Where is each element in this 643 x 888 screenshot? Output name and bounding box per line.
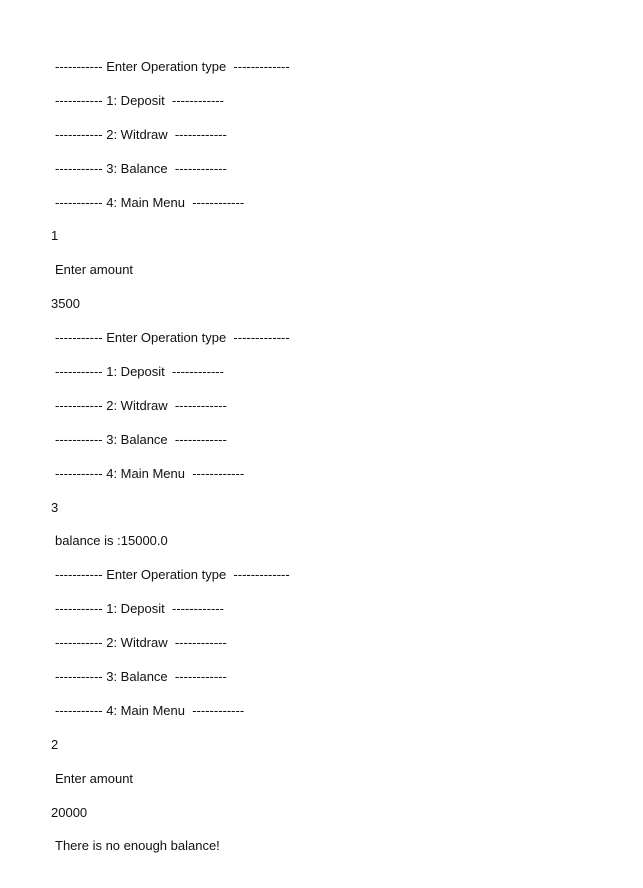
message-line: Enter amount	[55, 770, 134, 786]
menu-line: ----------- 3: Balance ------------	[55, 431, 227, 447]
menu-line: ----------- 3: Balance ------------	[55, 669, 227, 685]
menu-line: ----------- Enter Operation type -------------	[55, 567, 290, 583]
menu-line: ----------- 4: Main Menu ------------	[55, 465, 245, 481]
menu-line: ----------- 2: Witdraw ------------	[55, 397, 227, 413]
menu-line: ----------- 4: Main Menu ------------	[55, 194, 245, 210]
user-input-line: 2	[51, 736, 59, 752]
menu-line: ----------- 4: Main Menu ------------	[55, 702, 245, 718]
menu-line: ----------- 1: Deposit ------------	[55, 601, 224, 617]
menu-line: ----------- Enter Operation type -------------	[55, 59, 290, 74]
menu-line: ----------- 1: Deposit ------------	[55, 92, 224, 108]
message-line: There is no enough balance!	[55, 838, 220, 854]
user-input-line: 3	[51, 499, 59, 515]
menu-line: ----------- 3: Balance ------------	[55, 160, 227, 176]
menu-line: ----------- 1: Deposit ------------	[55, 364, 224, 380]
user-input-line: 1	[51, 228, 59, 244]
console-output	[0, 58, 643, 871]
message-line: Enter amount	[55, 262, 134, 278]
message-line: balance is :15000.0	[55, 533, 168, 549]
user-input-line: 3500	[51, 296, 80, 312]
menu-line: ----------- 2: Witdraw ------------	[55, 635, 227, 651]
menu-line: ----------- 2: Witdraw ------------	[55, 126, 227, 142]
menu-line: ----------- Enter Operation type -------------	[55, 330, 290, 346]
user-input-line: 20000	[51, 804, 88, 820]
